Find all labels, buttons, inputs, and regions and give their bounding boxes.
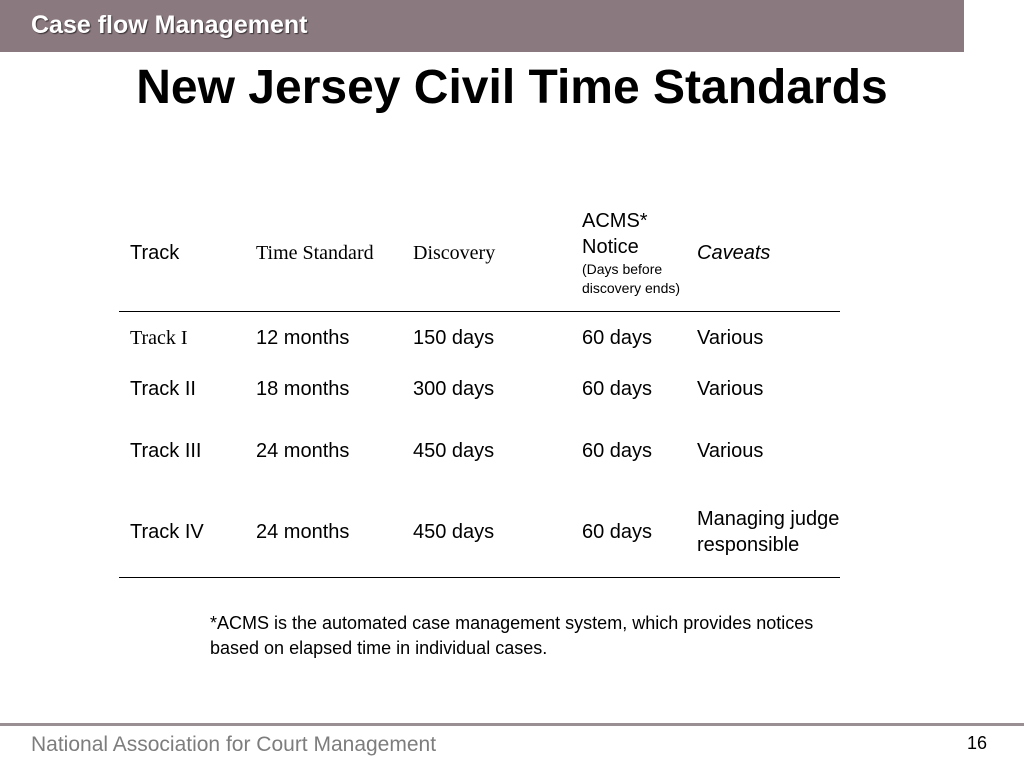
footnote: *ACMS is the automated case management system, which provides notices based on elapsed time in individual cases.: [210, 613, 814, 658]
cell-discovery: 300 days: [413, 378, 495, 400]
cell-caveats: Managing judge responsible: [686, 487, 840, 577]
cell-time-standard: 12 months: [256, 326, 350, 349]
slide-title: New Jersey Civil Time Standards: [136, 61, 888, 114]
cell-discovery: 450 days: [413, 439, 495, 462]
header-discovery: Discovery: [402, 196, 571, 311]
cell-acms: 60 days: [571, 487, 686, 577]
table-row: [119, 311, 840, 364]
cell-time-standard: 18 months: [256, 378, 350, 400]
table-row: [119, 487, 840, 577]
cell-caveats: Various: [697, 326, 764, 349]
header-band: [0, 0, 964, 52]
cell-discovery: 150 days: [413, 326, 495, 349]
cell-track: Track III: [130, 439, 202, 462]
header-acms-subtitle: (Days before discovery ends): [582, 261, 681, 297]
cell-acms: 60 days: [582, 439, 653, 462]
header-acms-title: ACMS* Notice: [582, 210, 648, 259]
cell-caveats: Various: [697, 439, 764, 462]
header-caveats: Caveats: [686, 196, 840, 311]
table-row: [119, 414, 840, 487]
table-row: [119, 364, 840, 414]
header-title: Case flow Management: [31, 11, 308, 39]
cell-track: Track II: [130, 378, 196, 400]
cell-track: Track I: [130, 326, 188, 349]
cell-acms: 60 days: [582, 378, 653, 400]
cell-track: Track IV: [119, 487, 245, 577]
table-header-row: [119, 196, 840, 311]
cell-discovery: 450 days: [402, 487, 571, 577]
page-number: 16: [967, 733, 988, 753]
header-time-standard: Time Standard: [245, 196, 402, 311]
cell-time-standard: 24 months: [245, 487, 402, 577]
footer-divider: [0, 723, 1024, 726]
header-track: Track: [119, 196, 245, 311]
header-acms-notice: [571, 196, 686, 311]
footer-organization: National Association for Court Management: [31, 733, 437, 756]
cell-time-standard: 24 months: [256, 439, 350, 462]
cell-caveats: Various: [697, 378, 764, 400]
cell-acms: 60 days: [582, 326, 653, 349]
time-standards-table: [119, 196, 840, 578]
